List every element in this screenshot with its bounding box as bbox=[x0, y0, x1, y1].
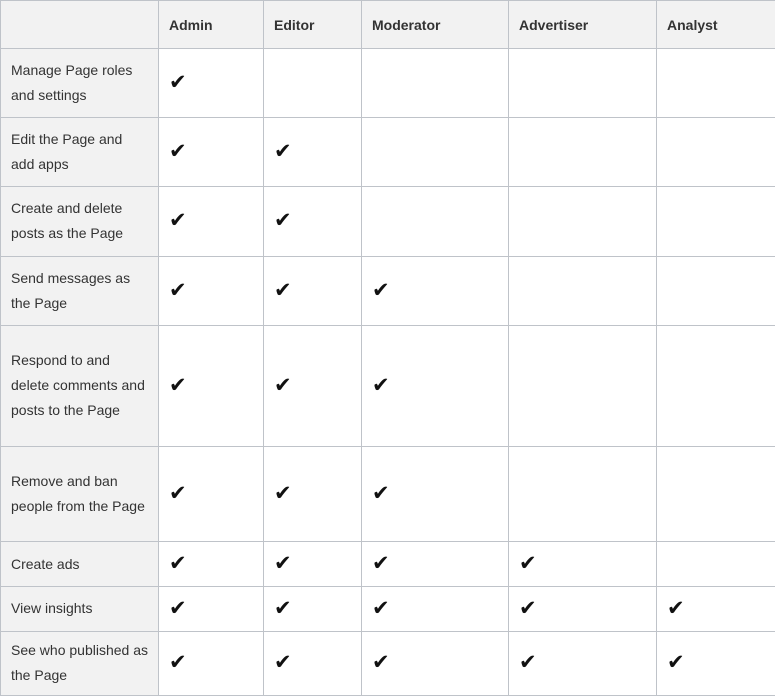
checkmark-icon: ✔ bbox=[274, 208, 292, 233]
permission-label: See who published as the Page bbox=[1, 631, 159, 695]
column-header-admin: Admin bbox=[159, 1, 264, 49]
permission-cell-moderator bbox=[362, 542, 509, 587]
permission-cell-advertiser bbox=[509, 325, 657, 446]
checkmark-icon: ✔ bbox=[519, 650, 537, 675]
checkmark-icon: ✔ bbox=[274, 277, 292, 302]
checkmark-icon: ✔ bbox=[372, 551, 390, 576]
permission-cell-advertiser bbox=[509, 49, 657, 118]
checkmark-icon: ✔ bbox=[169, 551, 187, 576]
header-corner-cell bbox=[1, 1, 159, 49]
permission-cell-editor bbox=[264, 49, 362, 118]
checkmark-icon: ✔ bbox=[169, 208, 187, 233]
permission-cell-admin bbox=[159, 118, 264, 187]
permission-cell-admin bbox=[159, 325, 264, 446]
checkmark-icon: ✔ bbox=[169, 372, 187, 397]
permission-cell-editor bbox=[264, 542, 362, 587]
permission-cell-moderator bbox=[362, 256, 509, 325]
permission-cell-admin bbox=[159, 587, 264, 632]
permission-label: Create and delete posts as the Page bbox=[1, 187, 159, 256]
table-row bbox=[1, 631, 775, 695]
permission-cell-admin bbox=[159, 256, 264, 325]
permission-cell-editor bbox=[264, 187, 362, 256]
table-row bbox=[1, 325, 775, 446]
permission-cell-moderator bbox=[362, 325, 509, 446]
permission-label: Create ads bbox=[1, 542, 159, 587]
checkmark-icon: ✔ bbox=[372, 372, 390, 397]
table-row bbox=[1, 256, 775, 325]
table-row bbox=[1, 118, 775, 187]
permission-cell-editor bbox=[264, 325, 362, 446]
checkmark-icon: ✔ bbox=[274, 650, 292, 675]
checkmark-icon: ✔ bbox=[274, 372, 292, 397]
permission-cell-admin bbox=[159, 187, 264, 256]
header-row bbox=[1, 1, 775, 49]
permission-cell-moderator bbox=[362, 118, 509, 187]
checkmark-icon: ✔ bbox=[519, 595, 537, 620]
table-row bbox=[1, 587, 775, 632]
permission-cell-analyst bbox=[657, 446, 775, 542]
permission-cell-analyst bbox=[657, 631, 775, 695]
column-header-analyst: Analyst bbox=[657, 1, 775, 49]
checkmark-icon: ✔ bbox=[274, 551, 292, 576]
checkmark-icon: ✔ bbox=[169, 650, 187, 675]
checkmark-icon: ✔ bbox=[274, 595, 292, 620]
table-row bbox=[1, 542, 775, 587]
permission-cell-editor bbox=[264, 587, 362, 632]
permission-cell-advertiser bbox=[509, 542, 657, 587]
checkmark-icon: ✔ bbox=[169, 277, 187, 302]
permission-cell-moderator bbox=[362, 446, 509, 542]
permission-cell-moderator bbox=[362, 587, 509, 632]
permission-cell-analyst bbox=[657, 542, 775, 587]
column-header-editor: Editor bbox=[264, 1, 362, 49]
checkmark-icon: ✔ bbox=[169, 481, 187, 506]
permission-cell-admin bbox=[159, 49, 264, 118]
checkmark-icon: ✔ bbox=[274, 139, 292, 164]
permission-cell-editor bbox=[264, 446, 362, 542]
permission-cell-analyst bbox=[657, 187, 775, 256]
permission-cell-analyst bbox=[657, 118, 775, 187]
permission-label: Remove and ban people from the Page bbox=[1, 446, 159, 542]
permission-cell-admin bbox=[159, 446, 264, 542]
checkmark-icon: ✔ bbox=[372, 481, 390, 506]
permission-cell-advertiser bbox=[509, 118, 657, 187]
permission-cell-analyst bbox=[657, 256, 775, 325]
checkmark-icon: ✔ bbox=[169, 595, 187, 620]
permission-cell-moderator bbox=[362, 631, 509, 695]
table-row bbox=[1, 49, 775, 118]
table-row bbox=[1, 187, 775, 256]
permission-cell-editor bbox=[264, 631, 362, 695]
permission-cell-advertiser bbox=[509, 446, 657, 542]
checkmark-icon: ✔ bbox=[519, 551, 537, 576]
checkmark-icon: ✔ bbox=[372, 277, 390, 302]
permission-cell-analyst bbox=[657, 49, 775, 118]
permission-cell-editor bbox=[264, 118, 362, 187]
permission-cell-admin bbox=[159, 631, 264, 695]
permission-cell-editor bbox=[264, 256, 362, 325]
checkmark-icon: ✔ bbox=[667, 650, 685, 675]
table-header bbox=[1, 1, 775, 49]
checkmark-icon: ✔ bbox=[372, 595, 390, 620]
permission-label: Manage Page roles and settings bbox=[1, 49, 159, 118]
permission-label: Send messages as the Page bbox=[1, 256, 159, 325]
checkmark-icon: ✔ bbox=[169, 70, 187, 95]
column-header-advertiser: Advertiser bbox=[509, 1, 657, 49]
checkmark-icon: ✔ bbox=[667, 595, 685, 620]
permission-label: Respond to and delete comments and posts to the Page bbox=[1, 325, 159, 446]
permission-label: Edit the Page and add apps bbox=[1, 118, 159, 187]
checkmark-icon: ✔ bbox=[169, 139, 187, 164]
permission-cell-analyst bbox=[657, 587, 775, 632]
permission-cell-advertiser bbox=[509, 631, 657, 695]
permission-cell-advertiser bbox=[509, 587, 657, 632]
table-row bbox=[1, 446, 775, 542]
checkmark-icon: ✔ bbox=[372, 650, 390, 675]
permission-cell-advertiser bbox=[509, 256, 657, 325]
checkmark-icon: ✔ bbox=[274, 481, 292, 506]
permission-cell-moderator bbox=[362, 187, 509, 256]
permission-cell-moderator bbox=[362, 49, 509, 118]
permission-cell-analyst bbox=[657, 325, 775, 446]
permission-cell-admin bbox=[159, 542, 264, 587]
permission-cell-advertiser bbox=[509, 187, 657, 256]
permission-label: View insights bbox=[1, 587, 159, 632]
table-body bbox=[1, 49, 775, 696]
column-header-moderator: Moderator bbox=[362, 1, 509, 49]
